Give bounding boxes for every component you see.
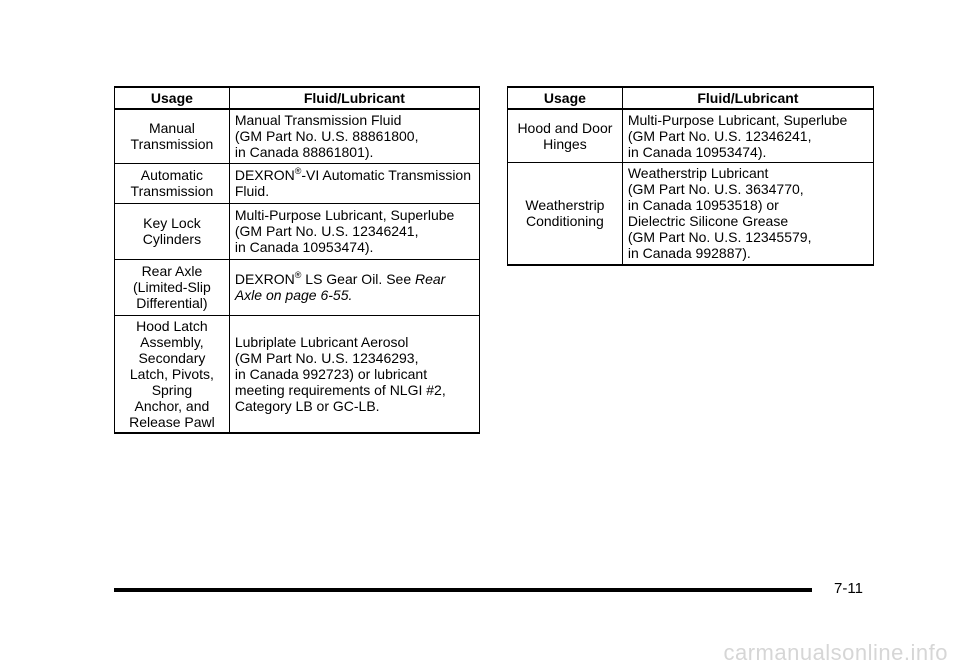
header-fluid-lubricant: Fluid/Lubricant <box>229 87 479 109</box>
usage-cell <box>115 259 230 315</box>
usage-cell <box>115 315 230 433</box>
fluid-cell <box>622 163 873 265</box>
fluid-line: Manual Transmission Fluid <box>234 112 402 129</box>
fluid-line <box>235 271 475 287</box>
usage-line: Transmission <box>130 183 214 199</box>
fluid-lubricant-table-left <box>114 86 480 434</box>
fluid-line: Category LB or GC-LB. <box>234 397 380 414</box>
fluid-line: in Canada 10953474). <box>234 239 374 255</box>
table-row <box>115 259 480 315</box>
usage-cell <box>115 163 230 203</box>
usage-line: Hood and Door <box>517 120 613 136</box>
fluid-line: Dielectric Silicone Grease <box>627 213 789 230</box>
usage-cell <box>508 109 623 163</box>
usage-line: Latch, Pivots, <box>129 365 214 382</box>
page-reference: Axle on page 6-55. <box>234 287 353 303</box>
dexron-name: DEXRON <box>234 271 295 287</box>
usage-line: Hood Latch <box>136 317 208 334</box>
page-reference: Rear <box>415 271 446 287</box>
dexron-name: DEXRON <box>234 167 295 183</box>
fluid-line: (GM Part No. U.S. 12345579, <box>627 229 812 246</box>
fluid-cell <box>229 163 479 203</box>
fluid-cell <box>622 109 873 163</box>
fluid-line: in Canada 10953474). <box>627 144 767 160</box>
fluid-line: (GM Part No. U.S. 12346241, <box>627 128 812 144</box>
table-row <box>508 163 874 265</box>
page-number: 7-11 <box>834 580 863 597</box>
fluid-line: in Canada 88861801). <box>234 144 374 161</box>
table-header-row <box>115 87 480 109</box>
registered-mark: ® <box>294 166 302 176</box>
usage-line: Conditioning <box>525 213 604 230</box>
usage-line: Release Pawl <box>129 413 215 430</box>
header-usage: Usage <box>115 87 230 109</box>
table-row <box>115 163 480 203</box>
fluid-text: LS Gear Oil. See <box>301 271 415 287</box>
fluid-cell <box>229 259 479 315</box>
usage-line: Differential) <box>136 295 208 311</box>
fluid-line: Lubriplate Lubricant Aerosol <box>234 333 409 350</box>
fluid-text: -VI Automatic Transmission <box>301 167 472 183</box>
fluid-line: Multi-Purpose Lubricant, Superlube <box>627 112 848 128</box>
usage-line: Cylinders <box>142 231 202 247</box>
usage-cell <box>115 203 230 259</box>
fluid-lubricant-table-right <box>507 86 874 266</box>
table-header-row <box>508 87 874 109</box>
fluid-line: (GM Part No. U.S. 12346293, <box>234 349 419 366</box>
table-row <box>115 109 480 163</box>
usage-line: Hinges <box>543 136 587 152</box>
table-row <box>508 109 874 163</box>
fluid-line: in Canada 992723) or lubricant <box>234 365 428 382</box>
usage-line: (Limited-Slip <box>133 279 211 295</box>
usage-line: Anchor, and <box>134 397 210 414</box>
fluid-line: Multi-Purpose Lubricant, Superlube <box>234 207 455 223</box>
usage-line: Key Lock <box>143 215 201 231</box>
fluid-cell <box>229 109 479 163</box>
watermark: carmanualsonline.info <box>723 640 948 665</box>
table-row <box>115 203 480 259</box>
usage-line: Transmission <box>130 136 214 153</box>
usage-line: Spring <box>151 381 193 398</box>
usage-line: Secondary <box>138 349 206 366</box>
fluid-cell <box>229 203 479 259</box>
fluid-line: in Canada 992887). <box>627 245 751 262</box>
header-usage: Usage <box>508 87 623 109</box>
fluid-line: (GM Part No. U.S. 3634770, <box>627 181 804 198</box>
fluid-cell <box>229 315 479 433</box>
fluid-line: Fluid. <box>234 183 270 199</box>
fluid-line: (GM Part No. U.S. 12346241, <box>234 223 419 239</box>
usage-cell <box>508 163 623 265</box>
usage-line: Rear Axle <box>141 263 203 279</box>
fluid-line: Weatherstrip Lubricant <box>627 165 769 182</box>
header-fluid-lubricant: Fluid/Lubricant <box>622 87 873 109</box>
usage-line: Manual <box>148 120 195 137</box>
fluid-line: in Canada 10953518) or <box>627 197 779 214</box>
fluid-line: (GM Part No. U.S. 88861800, <box>234 128 419 145</box>
fluid-line: meeting requirements of NLGI #2, <box>234 381 446 398</box>
usage-cell <box>115 109 230 163</box>
usage-line: Weatherstrip <box>525 197 605 214</box>
table-row <box>115 315 480 433</box>
fluid-line <box>235 167 475 183</box>
footer-rule <box>114 588 812 592</box>
usage-line: Automatic <box>140 167 204 183</box>
registered-mark: ® <box>294 270 302 280</box>
usage-line: Assembly, <box>140 333 204 350</box>
